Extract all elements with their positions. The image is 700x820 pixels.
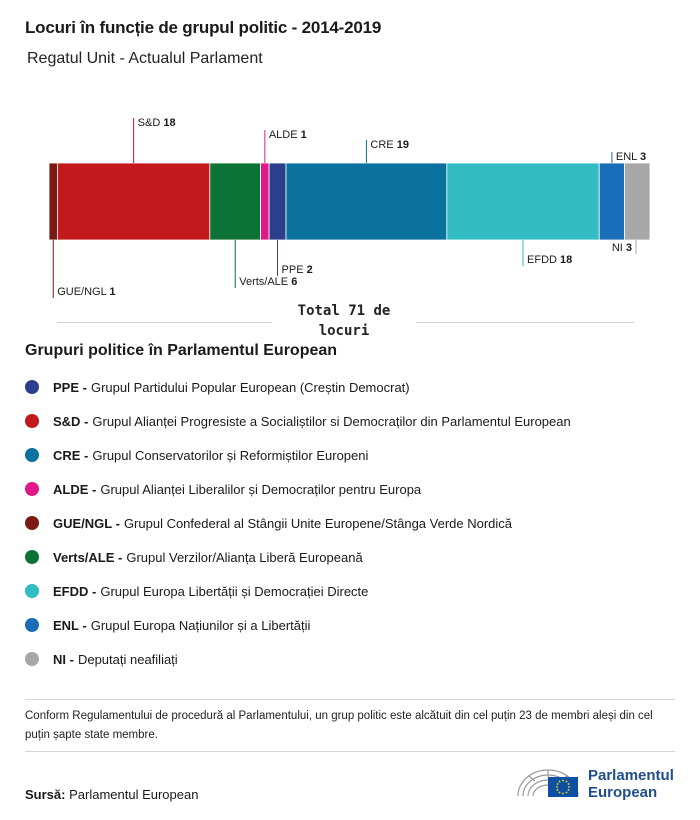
legend-item [25,370,571,404]
bar-segment-enl [599,163,624,240]
data-label-guengl: GUE/NGL 1 [57,286,116,298]
legend-code: S&D - [53,413,89,429]
legend-swatch [25,482,39,496]
legend-item [25,472,571,506]
legend-code: EFDD - [53,583,97,599]
legend-name: Grupul Conservatorilor și Reformiștilor Europeni [92,447,369,463]
legend-name: Deputați neafiliați [77,651,178,667]
source-label: Sursă: [25,787,66,802]
legend-swatch [25,448,39,462]
legend-code: NI - [53,651,74,667]
legend-swatch [25,618,39,632]
data-label-sd: S&D 18 [137,117,176,129]
footnote: Conform Regulamentului de procedură al Parlamentului, un grup politic este alcătuit din cel puțin 23 de membri aleși din cel puțin șapte state membre. [25,710,653,741]
data-label-vertsale: Verts/ALE 6 [239,276,298,288]
legend-code: PPE - [53,379,87,395]
legend-item [25,404,571,438]
bar-segment-sd [57,163,209,240]
legend-name: Grupul Alianței Liberalilor și Democraților pentru Europa [100,481,422,497]
chart-title: Locuri în funcție de grupul politic - 2014-2019 [25,18,382,37]
source-line [25,787,198,802]
bar-segment-efdd [447,163,599,240]
legend-code: ENL - [53,617,87,633]
legend-item [25,438,571,472]
legend-swatch [25,584,39,598]
legend-code: Verts/ALE - [53,549,123,565]
divider-bottom [25,751,675,752]
total-seats-label: Total 71 de locuri [272,301,416,341]
data-label-ni: NI 3 [611,242,632,254]
data-label-enl: ENL 3 [615,151,647,163]
data-label-efdd: EFDD 18 [527,254,573,266]
bar-segment-cre [286,163,447,240]
bar-segment-alde [261,163,269,240]
seat-distribution-chart [0,100,700,300]
divider-top [25,699,675,700]
legend-name: Grupul Europa Libertății și Democrației Directe [100,583,369,599]
bar-segment-ni [625,163,650,240]
legend-item [25,574,571,608]
data-label-alde: ALDE 1 [268,129,307,141]
data-label-cre: CRE 19 [370,139,409,151]
legend-code: ALDE - [53,481,97,497]
legend-code: GUE/NGL - [53,515,120,531]
legend-item [25,608,571,642]
legend-name: Grupul Verzilor/Alianța Liberă Europeană [126,549,363,565]
legend-name: Grupul Confederal al Stângii Unite Europene/Stânga Verde Nordică [123,515,513,531]
legend-swatch [25,380,39,394]
legend-name: Grupul Alianței Progresiste a Socialiștilor si Democraților din Parlamentul European [92,413,571,429]
legend-swatch [25,516,39,530]
total-divider-left [57,322,272,323]
data-label-ppe: PPE 2 [281,264,313,276]
legend-item [25,506,571,540]
parliament-hemicycle-icon [515,763,581,803]
legend-name: Grupul Europa Națiunilor și a Libertății [90,617,311,633]
legend-list [25,370,571,676]
legend-item [25,642,571,676]
legend-swatch [25,414,39,428]
source-value: Parlamentul European [69,787,199,802]
european-parliament-logo [515,763,685,803]
legend-swatch [25,652,39,666]
legend-item [25,540,571,574]
total-divider-right [416,322,634,323]
legend-swatch [25,550,39,564]
bar-segment-ppe [269,163,286,240]
logo-text: Parlamentul European [588,767,674,801]
bar-segment-vertsale [210,163,261,240]
legend-code: CRE - [53,447,89,463]
chart-subtitle: Regatul Unit - Actualul Parlament [27,50,263,67]
legend-heading: Grupuri politice în Parlamentul European [25,342,338,359]
bar-segment-guengl [49,163,57,240]
legend-name: Grupul Partidului Popular European (Creștin Democrat) [90,379,410,395]
